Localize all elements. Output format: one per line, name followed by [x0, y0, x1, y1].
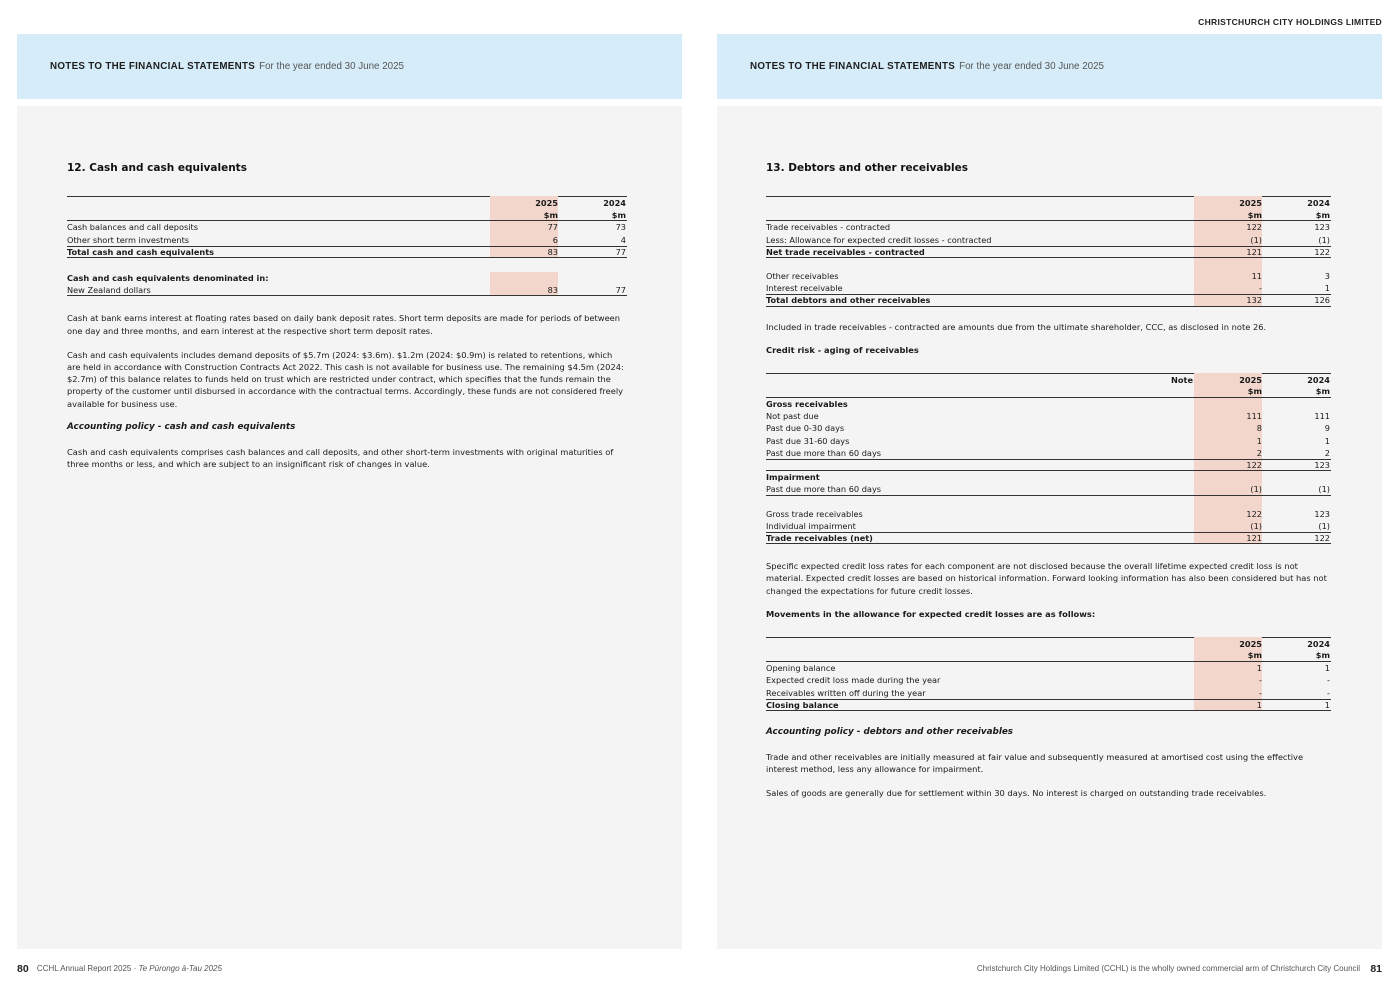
policy-title: Accounting policy - cash and cash equivalents: [67, 421, 296, 432]
table-subheading: Gross receivables: [766, 399, 848, 410]
banner-title: NOTES TO THE FINANCIAL STATEMENTS: [50, 61, 256, 72]
page-80: [17, 34, 682, 949]
table-row: New Zealand dollars 83 77: [67, 284, 626, 295]
aging-table: Note 2025 2024 $m $m Gross receivables Not past due 111 111 Past due 0-30 days 8 9 Past due 31-60 days 1 1 Past due more than 60 days 2 2 122 123 Impairment Past due more than 60 days (1) (1) Gross trade receivables 122 123 Individual impairment (1) (1) Trade receivables (net) 121 122: [766, 374, 1330, 543]
company-header: CHRISTCHURCH CITY HOLDINGS LIMITED: [1198, 17, 1382, 27]
year-2025: 2025: [535, 198, 558, 208]
year-2024: 2024: [603, 198, 626, 208]
footer-report-title: CCHL Annual Report 2025 ·: [36, 964, 139, 973]
table-row: Individual impairment (1) (1): [766, 520, 1330, 531]
table-row: Gross trade receivables 122 123: [766, 508, 1330, 519]
table-row: Not past due 111 111: [766, 411, 1330, 422]
footer-report-title-maori: Te Pūrongo ā-Tau 2025: [138, 964, 222, 973]
policy-text-settlement: Sales of goods are generally due for settlement within 30 days. No interest is charged on outstanding trade receivables.: [766, 788, 1267, 799]
table-row: Opening balance 1 1: [766, 663, 1330, 674]
policy-text: Trade and other receivables are initially measured at fair value and subsequently measured at amortised cost using the effective interest method, less any allowance for impairment.: [766, 751, 1304, 775]
paragraph-interest: Cash at bank earns interest at floating rates based on daily bank deposit rates. Short term deposits are made for periods of between one day and three months, and earn interest at the respective short term deposit rates.: [67, 313, 621, 336]
credit-risk-title: Credit risk - aging of receivables: [766, 344, 919, 355]
paragraph-demand-deposits: Cash and cash equivalents includes demand deposits of $5.7m (2024: $3.6m). $1.2m (2024: $0.9m) is related to retentions, which are held in accordance with Construction Contracts Act 2022. This cash is not available for business use. The remaining $4.5m (2024: $2.7m) of this balance relates to funds held on trust which are restricted under contract, which specifies that the funds remain the property of the customer until disbursed in accordance with the contractual terms. Accordingly, these funds are not considered freely available for business use.: [67, 349, 624, 409]
table-row: Interest receivable - 1: [766, 283, 1330, 294]
table-row: Receivables written off during the year - -: [766, 687, 1330, 698]
table-subheading: Impairment: [766, 472, 820, 483]
table-row: Trade receivables - contracted 122 123: [766, 222, 1330, 233]
paragraph-specific: Specific expected credit loss rates for each component are not disclosed because the overall lifetime expected credit loss is not material. Expected credit losses are based on historical information. Forward looking information has also been considered but has not changed the expectations for future credit losses.: [766, 561, 1327, 596]
table-total-row: Net trade receivables - contracted 121 122: [766, 246, 1330, 257]
table-row: Other short term investments 6 4: [67, 234, 626, 245]
receivables-table: 2025 2024 $m $m Trade receivables - contracted 122 123 Less: Allowance for expected credit losses - contracted (1) (1) Net trade receivables - contracted 121 122 Other receivables 11 3 Interest receivable - 1 Total debtors and other receivables 132 126: [766, 198, 1330, 306]
table-row: Past due 31-60 days 1 1: [766, 435, 1330, 446]
footer-tagline: Christchurch City Holdings Limited (CCHL) is the wholly owned commercial arm of Christchurch City Council: [976, 964, 1361, 973]
note-column-header: Note: [1171, 374, 1193, 385]
section-title: 13. Debtors and other receivables: [766, 162, 968, 174]
table-total-row: Total cash and cash equivalents 83 77: [67, 246, 626, 257]
table-row: Expected credit loss made during the year - -: [766, 675, 1330, 686]
note-12: [67, 162, 627, 482]
page-banner: [717, 34, 1382, 99]
table-header: 2025 2024: [1239, 198, 1330, 208]
table-row: Less: Allowance for expected credit losses - contracted (1) (1): [766, 234, 1330, 245]
table-header: [67, 197, 627, 209]
table-subheading: Cash and cash equivalents denominated in:: [67, 272, 269, 283]
footer-right: [977, 963, 1382, 975]
table-total-row: Closing balance 1 1: [766, 699, 1330, 710]
footer-left: [17, 963, 222, 975]
banner-title: NOTES TO THE FINANCIAL STATEMENTS: [750, 61, 956, 72]
table-total-row: Total debtors and other receivables 132 126: [766, 295, 1330, 306]
banner-subtitle: For the year ended 30 June 2025: [259, 61, 405, 72]
table-row: Other receivables 11 3: [766, 270, 1330, 281]
table-row: Past due 0-30 days 8 9: [766, 423, 1330, 434]
table-header-units: $m $m: [67, 209, 627, 221]
note-13: [766, 162, 1331, 811]
table-row: Past due more than 60 days 2 2: [766, 447, 1330, 458]
table-row: Cash balances and call deposits 77 73: [67, 222, 626, 233]
page-banner: [17, 34, 682, 99]
table-row: Past due more than 60 days (1) (1): [766, 483, 1330, 494]
denomination-table: [67, 272, 627, 296]
policy-title: Accounting policy - debtors and other receivables: [766, 726, 1014, 737]
page-number: 80: [17, 963, 29, 975]
page-number: 81: [1370, 963, 1382, 975]
page-81: [717, 34, 1382, 949]
section-title: 12. Cash and cash equivalents: [67, 162, 247, 174]
banner-subtitle: For the year ended 30 June 2025: [959, 61, 1105, 72]
movements-table: 2025 2024 $m $m Opening balance 1 1 Expected credit loss made during the year - - Receivables written off during the year - - Closing balance 1 1: [766, 638, 1330, 710]
policy-text: Cash and cash equivalents comprises cash balances and call deposits, and other short-term investments with original maturities of three months or less, and which are subject to an insignificant risk of changes in value.: [67, 446, 614, 469]
paragraph-included: Included in trade receivables - contracted are amounts due from the ultimate shareholder, CCC, as disclosed in note 26.: [766, 321, 1267, 332]
table-header: Note 2025 2024: [766, 374, 1331, 386]
table-subtotal-row: 122 123: [766, 459, 1331, 471]
table-total-row: Trade receivables (net) 121 122: [766, 532, 1330, 543]
movements-title: Movements in the allowance for expected credit losses are as follows:: [766, 608, 1096, 619]
cash-table: [67, 196, 627, 258]
table-header: 2025 2024: [1239, 638, 1330, 649]
